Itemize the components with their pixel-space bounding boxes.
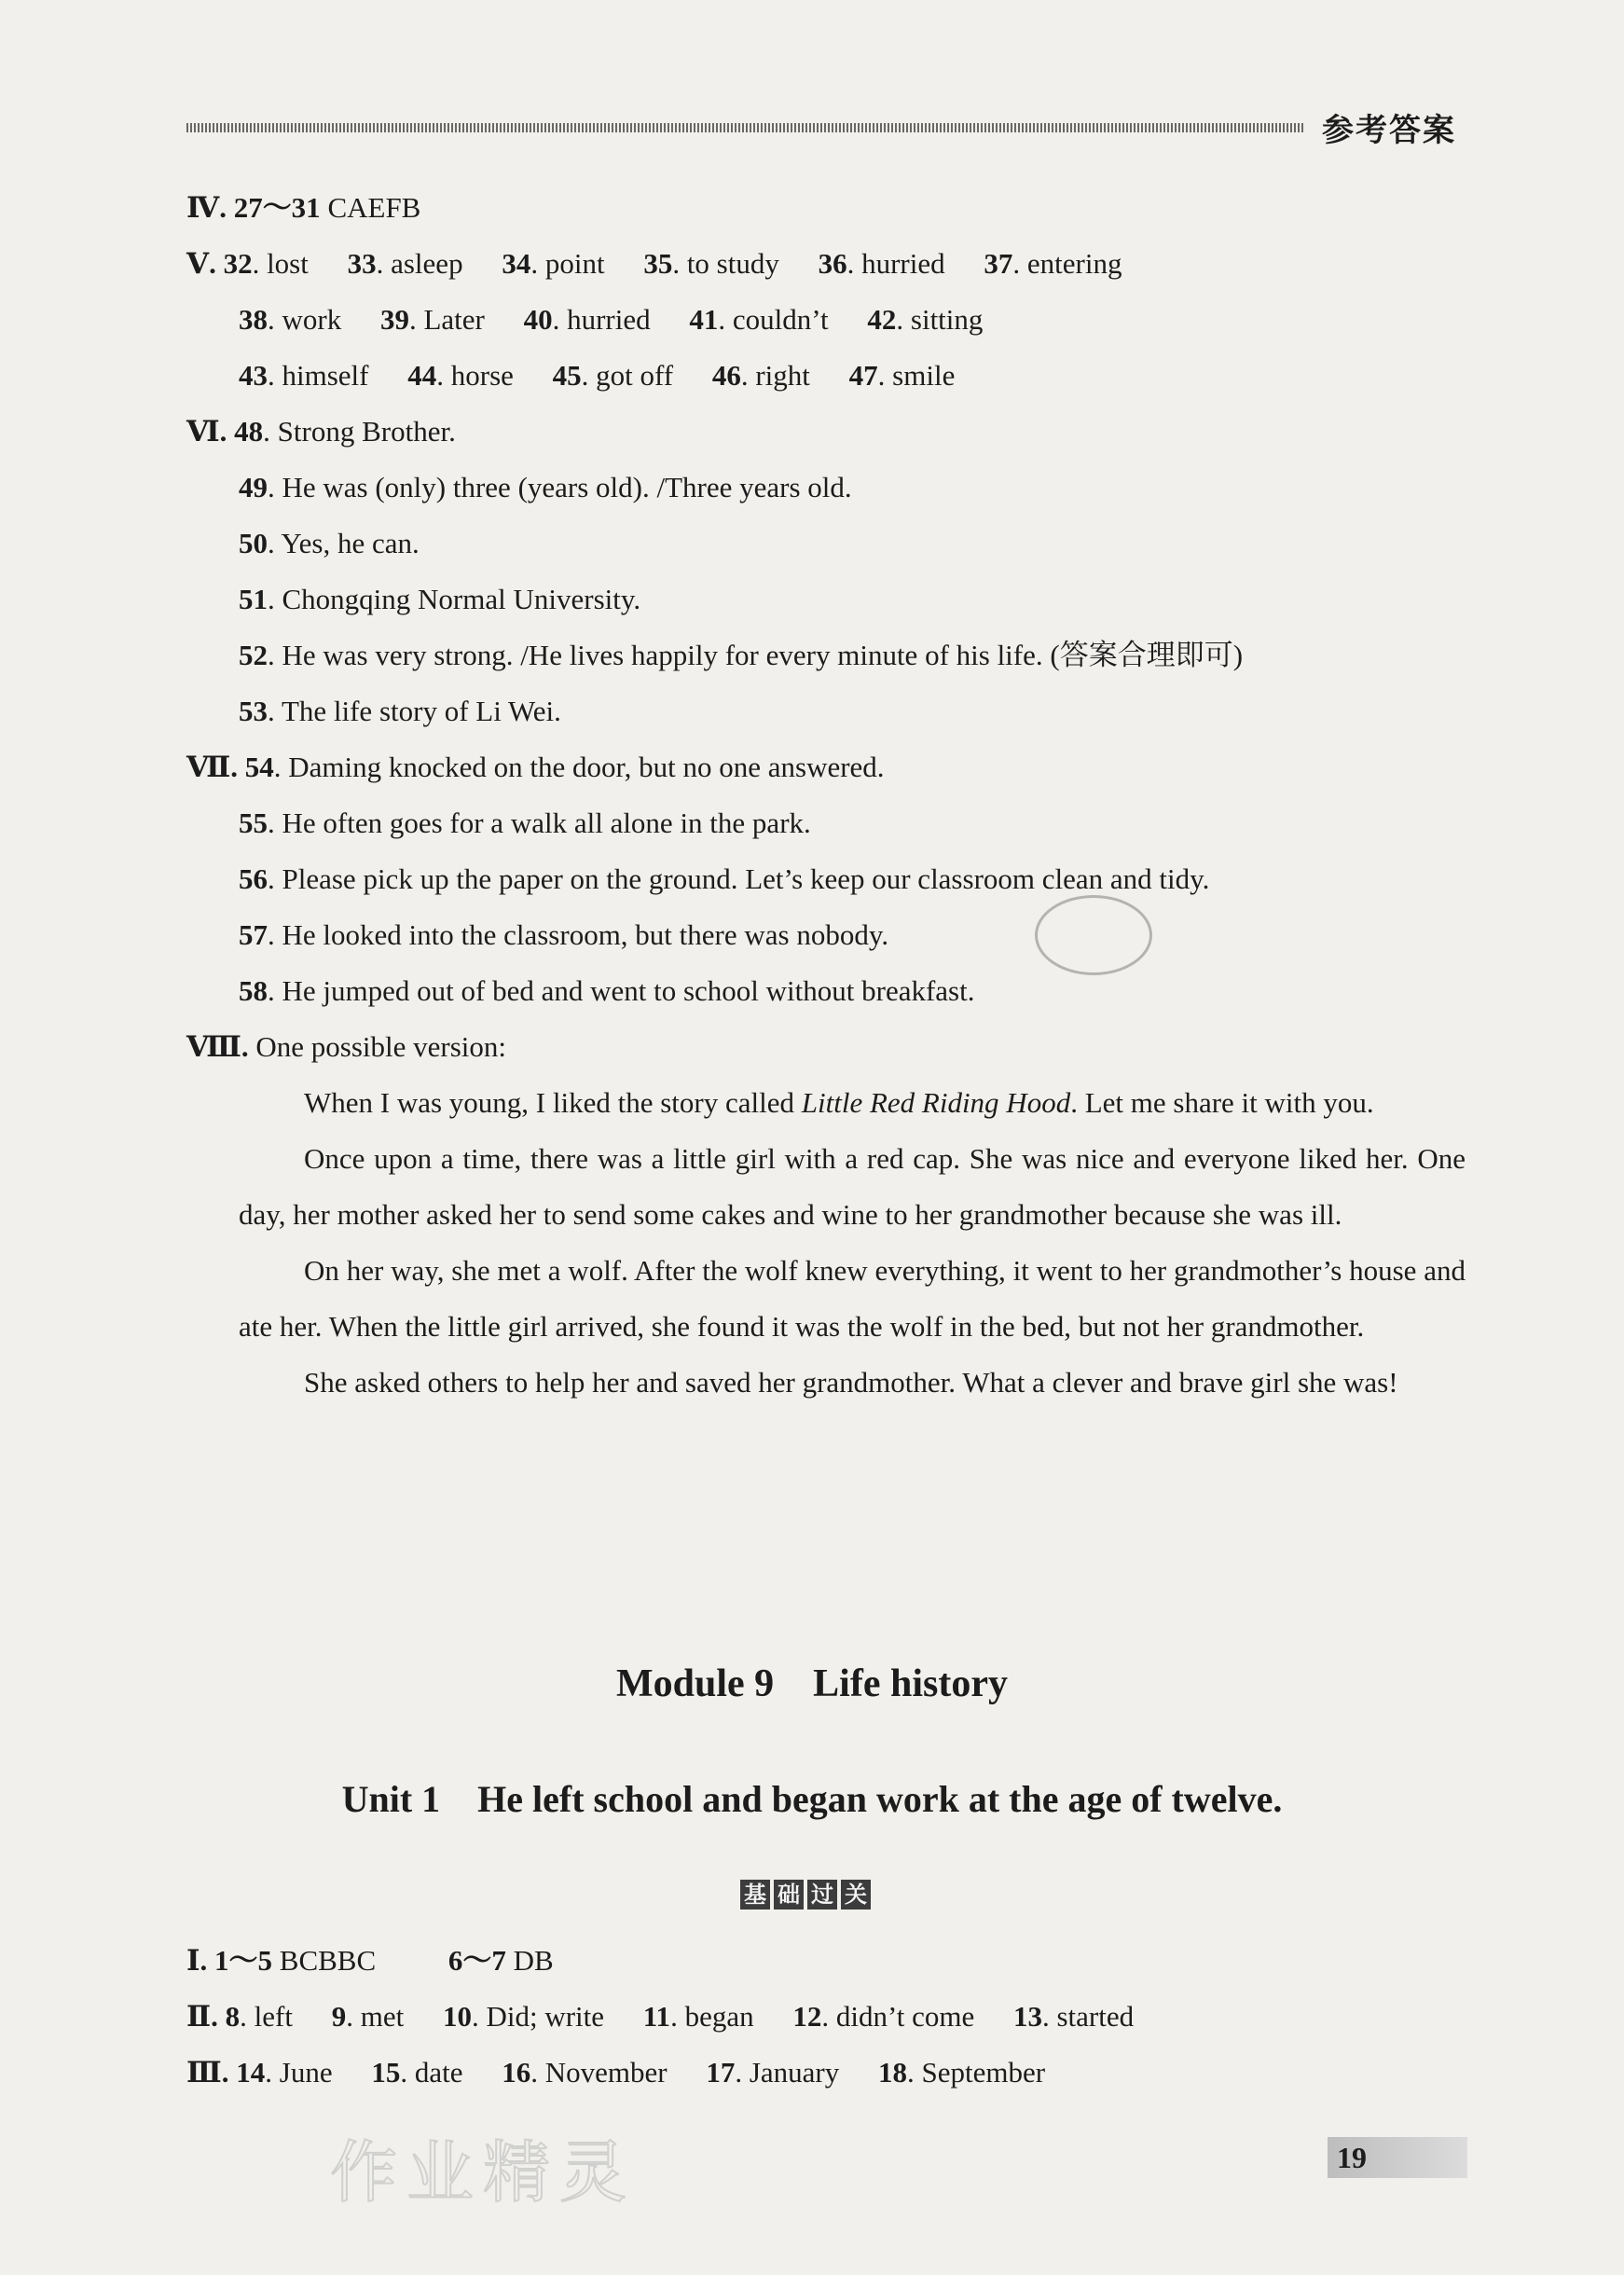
item-num: 14 bbox=[236, 2056, 266, 2089]
item-num: 17 bbox=[706, 2056, 736, 2089]
item-num: 43 bbox=[239, 359, 268, 392]
item-num: 39 bbox=[379, 303, 409, 336]
section-label: Ⅶ bbox=[186, 751, 231, 783]
item-text: met bbox=[352, 2000, 405, 2033]
item-num: 45 bbox=[552, 359, 582, 392]
item-text: began bbox=[677, 2000, 754, 2033]
section-badge bbox=[740, 1880, 871, 1910]
essay-paragraph: On her way, she met a wolf. After the wolf knew everything, it went to her grandmother’s house and ate her. When the little girl arrived, she found it was the wolf in the bed, but not her grandmother. bbox=[239, 1254, 1466, 1343]
section-label: Ⅲ bbox=[186, 2056, 222, 2089]
item-text: entering bbox=[1020, 247, 1122, 280]
item-text: asleep bbox=[383, 247, 463, 280]
section-vii-item: 56. Please pick up the paper on the ground. Let’s keep our classroom clean and tidy. bbox=[239, 862, 1210, 895]
item-num: 47 bbox=[848, 359, 878, 392]
badge-char: 基 bbox=[740, 1880, 770, 1910]
item-text: started bbox=[1049, 2000, 1135, 2033]
unit-section-ii: Ⅱ. 8. left 9. met 10. Did; write 11. began 12. didn’t come 13. started bbox=[186, 2000, 1135, 2033]
item-text: September bbox=[914, 2056, 1046, 2089]
item-text: work bbox=[274, 303, 342, 336]
stamp-seal bbox=[1035, 895, 1152, 975]
item-num: 51 bbox=[239, 583, 268, 615]
intro-text: One possible version: bbox=[248, 1030, 507, 1063]
essay-text: . Let me share it with you. bbox=[1070, 1086, 1374, 1119]
item-num: 54 bbox=[244, 751, 274, 783]
section-label: Ⅵ bbox=[186, 415, 220, 448]
item-text: He jumped out of bed and went to school without breakfast. bbox=[274, 974, 975, 1007]
section-vii-item: 55. He often goes for a walk all alone in the park. bbox=[239, 807, 811, 839]
header-rule bbox=[186, 123, 1305, 132]
item-text: DB bbox=[505, 1944, 554, 1977]
section-vii-item: Ⅶ. 54. Daming knocked on the door, but no one answered. bbox=[186, 751, 885, 783]
item-text: Chongqing Normal University. bbox=[274, 583, 641, 615]
item-num: 44 bbox=[407, 359, 437, 392]
badge-char: 础 bbox=[774, 1880, 804, 1910]
item-text: June bbox=[272, 2056, 333, 2089]
item-num: 6～7 bbox=[447, 1944, 506, 1977]
item-num: 32 bbox=[223, 247, 253, 280]
header-title: 参考答案 bbox=[1322, 112, 1456, 149]
badge-char: 关 bbox=[841, 1880, 871, 1910]
item-num: 15 bbox=[371, 2056, 401, 2089]
essay-text: When I was young, I liked the story called bbox=[304, 1086, 802, 1119]
item-num: 9 bbox=[331, 2000, 347, 2033]
item-num: 42 bbox=[867, 303, 897, 336]
item-text: Did; write bbox=[478, 2000, 605, 2033]
section-viii-intro: Ⅷ. One possible version: bbox=[186, 1030, 507, 1063]
unit-section-i: Ⅰ. 1～5 BCBBC 6～7 DB bbox=[186, 1944, 554, 1977]
item-text: BCBBC bbox=[272, 1944, 377, 1977]
item-num: 53 bbox=[239, 695, 268, 727]
section-v-row-3: 43. himself 44. horse 45. got off 46. right 47. smile bbox=[239, 359, 956, 392]
item-num: 10 bbox=[442, 2000, 472, 2033]
essay-paragraph: She asked others to help her and saved her grandmother. What a clever and brave girl she was! bbox=[304, 1366, 1398, 1399]
item-text: himself bbox=[274, 359, 369, 392]
watermark: 作业精灵 bbox=[330, 2133, 637, 2212]
section-vi-item: 50. Yes, he can. bbox=[239, 527, 420, 559]
item-num: 37 bbox=[984, 247, 1013, 280]
item-num: 35 bbox=[643, 247, 673, 280]
item-text: hurried bbox=[854, 247, 945, 280]
item-num: 33 bbox=[347, 247, 377, 280]
item-text: lost bbox=[259, 247, 309, 280]
item-num: 12 bbox=[792, 2000, 822, 2033]
item-text: horse bbox=[444, 359, 514, 392]
item-num: 13 bbox=[1012, 2000, 1042, 2033]
item-text: point bbox=[538, 247, 605, 280]
section-v-row-2: 38. work 39. Later 40. hurried 41. couldn’t 42. sitting bbox=[239, 303, 984, 336]
item-num: 8 bbox=[225, 2000, 241, 2033]
item-num: 1～5 bbox=[214, 1944, 273, 1977]
item-text: The life story of Li Wei. bbox=[274, 695, 561, 727]
item-num: 34 bbox=[502, 247, 531, 280]
section-label: Ⅷ bbox=[186, 1030, 241, 1063]
item-num: 40 bbox=[523, 303, 553, 336]
section-v-row-1: Ⅴ. 32. lost 33. asleep 34. point 35. to study 36. hurried 37. entering bbox=[186, 247, 1122, 280]
item-text: got off bbox=[588, 359, 674, 392]
section-vii-item: 58. He jumped out of bed and went to school without breakfast. bbox=[239, 974, 975, 1007]
item-text: Later bbox=[416, 303, 485, 336]
item-num: 18 bbox=[877, 2056, 907, 2089]
item-text: Please pick up the paper on the ground. Let’s keep our classroom clean and tidy. bbox=[274, 862, 1210, 895]
item-num: 57 bbox=[239, 918, 268, 951]
essay-paragraph: Once upon a time, there was a little girl with a red cap. She was nice and everyone liked her. One day, her mother asked her to send some cakes and wine to her grandmother because she was ill. bbox=[239, 1142, 1466, 1231]
story-title: Little Red Riding Hood bbox=[801, 1086, 1071, 1119]
item-num: 11 bbox=[642, 2000, 671, 2033]
item-text: didn’t come bbox=[829, 2000, 975, 2033]
item-text: date bbox=[407, 2056, 463, 2089]
section-vi-item: 53. The life story of Li Wei. bbox=[239, 695, 561, 727]
section-vi-item: 51. Chongqing Normal University. bbox=[239, 583, 641, 615]
item-num: 16 bbox=[502, 2056, 531, 2089]
section-vi-item: Ⅵ. 48. Strong Brother. bbox=[186, 415, 456, 448]
item-text: Daming knocked on the door, but no one answered. bbox=[281, 751, 885, 783]
item-text: He often goes for a walk all alone in the park. bbox=[274, 807, 811, 839]
item-num: 55 bbox=[239, 807, 268, 839]
item-text: smile bbox=[885, 359, 956, 392]
item-text: couldn’t bbox=[725, 303, 829, 336]
item-num: 41 bbox=[689, 303, 719, 336]
badge-char: 过 bbox=[807, 1880, 837, 1910]
item-text: left bbox=[246, 2000, 293, 2033]
item-text: sitting bbox=[903, 303, 984, 336]
section-label: Ⅱ bbox=[186, 2000, 212, 2033]
item-text: He was very strong. /He lives happily for every minute of his life. (答案合理即可) bbox=[274, 639, 1244, 671]
item-num: 46 bbox=[711, 359, 741, 392]
section-label: Ⅰ bbox=[186, 1944, 200, 1977]
essay-paragraph bbox=[239, 1075, 1466, 1131]
item-num: 27～31 bbox=[233, 191, 321, 224]
item-num: 56 bbox=[239, 862, 268, 895]
section-label: Ⅳ bbox=[186, 191, 220, 224]
unit-section-iii: Ⅲ. 14. June 15. date 16. November 17. January 18. September bbox=[186, 2056, 1046, 2089]
item-text: right bbox=[748, 359, 810, 392]
section-vi-item: 52. He was very strong. /He lives happily for every minute of his life. (答案合理即可) bbox=[239, 639, 1244, 671]
item-num: 52 bbox=[239, 639, 268, 671]
section-label: Ⅴ bbox=[186, 247, 210, 280]
item-num: 48 bbox=[234, 415, 264, 448]
item-num: 36 bbox=[818, 247, 847, 280]
item-text: He looked into the classroom, but there was nobody. bbox=[274, 918, 889, 951]
item-num: 58 bbox=[239, 974, 268, 1007]
item-text: to study bbox=[680, 247, 779, 280]
section-vii-item: 57. He looked into the classroom, but there was nobody. bbox=[239, 918, 889, 951]
module-title: Module 9 Life history bbox=[616, 1662, 1008, 1705]
essay bbox=[239, 1075, 1466, 1411]
item-text: hurried bbox=[559, 303, 651, 336]
item-num: 38 bbox=[239, 303, 268, 336]
page-number: 19 bbox=[1328, 2137, 1467, 2178]
item-text: He was (only) three (years old). /Three years old. bbox=[274, 471, 852, 503]
section-iv-line: Ⅳ. 27～31 CAEFB bbox=[186, 191, 421, 224]
item-text: CAEFB bbox=[320, 191, 421, 224]
item-text: Strong Brother. bbox=[269, 415, 456, 448]
item-num: 49 bbox=[239, 471, 268, 503]
item-text: Yes, he can. bbox=[274, 527, 420, 559]
section-vi-item: 49. He was (only) three (years old). /Three years old. bbox=[239, 471, 852, 503]
item-text: November bbox=[537, 2056, 667, 2089]
item-num: 50 bbox=[239, 527, 268, 559]
unit-title: Unit 1 He left school and began work at the age of twelve. bbox=[341, 1778, 1283, 1820]
item-text: January bbox=[742, 2056, 840, 2089]
